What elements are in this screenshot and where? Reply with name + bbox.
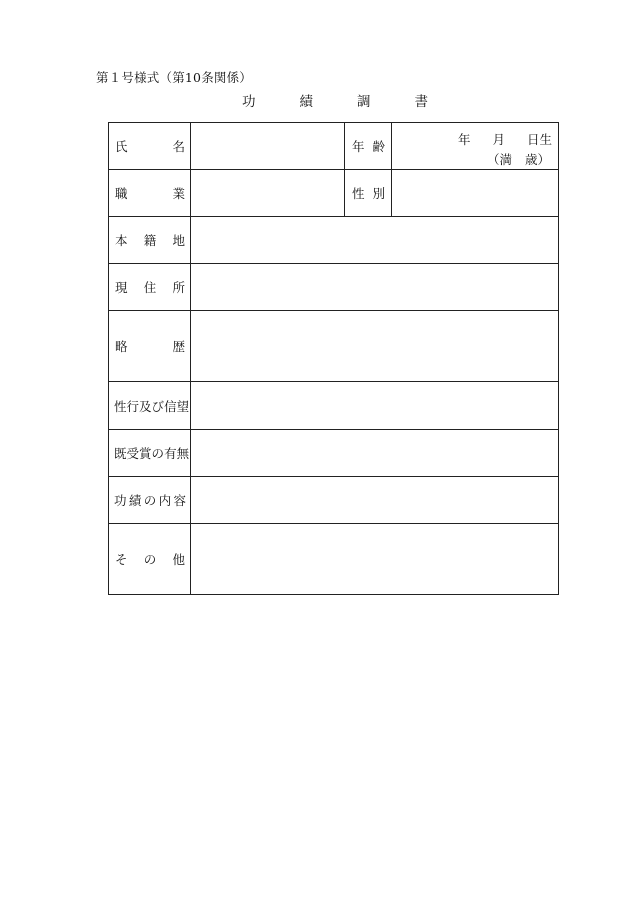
address-label: 現 住 所 — [109, 264, 191, 311]
row-name-age — [109, 123, 559, 170]
row-awards — [109, 430, 559, 477]
row-merit — [109, 477, 559, 524]
title-char: 功 — [242, 94, 256, 110]
name-field[interactable] — [191, 123, 345, 170]
character-label: 性 行 及 び 信 望 — [109, 382, 191, 430]
title-char: 書 — [414, 94, 428, 110]
occupation-field[interactable] — [191, 170, 345, 217]
other-field[interactable] — [191, 524, 559, 595]
merit-record-form — [108, 122, 559, 595]
history-field[interactable] — [191, 311, 559, 382]
birthdate-line: 年 月 日生 — [458, 132, 552, 147]
name-label: 氏 名 — [109, 123, 191, 170]
other-label: そ の 他 — [109, 524, 191, 595]
form-number: 第１号様式（第10条関係） — [96, 70, 253, 85]
gender-field[interactable] — [392, 170, 559, 217]
row-domicile — [109, 217, 559, 264]
gender-label: 性 別 — [345, 170, 392, 217]
title-char: 績 — [299, 94, 313, 110]
row-other — [109, 524, 559, 595]
address-field[interactable] — [191, 264, 559, 311]
row-address — [109, 264, 559, 311]
age-label: 年 齢 — [345, 123, 392, 170]
domicile-field[interactable] — [191, 217, 559, 264]
age-line: （満 歳） — [487, 152, 550, 167]
row-history — [109, 311, 559, 382]
birthdate-age-field[interactable] — [392, 123, 559, 170]
history-label: 略 歴 — [109, 311, 191, 382]
title-char: 調 — [357, 94, 371, 110]
occupation-label: 職 業 — [109, 170, 191, 217]
merit-field[interactable] — [191, 477, 559, 524]
merit-label: 功 績 の 内 容 — [109, 477, 191, 524]
document-title — [190, 90, 480, 110]
domicile-label: 本 籍 地 — [109, 217, 191, 264]
row-occupation-gender — [109, 170, 559, 217]
character-field[interactable] — [191, 382, 559, 430]
awards-label: 既 受 賞 の 有 無 — [109, 430, 191, 477]
row-character — [109, 382, 559, 430]
awards-field[interactable] — [191, 430, 559, 477]
